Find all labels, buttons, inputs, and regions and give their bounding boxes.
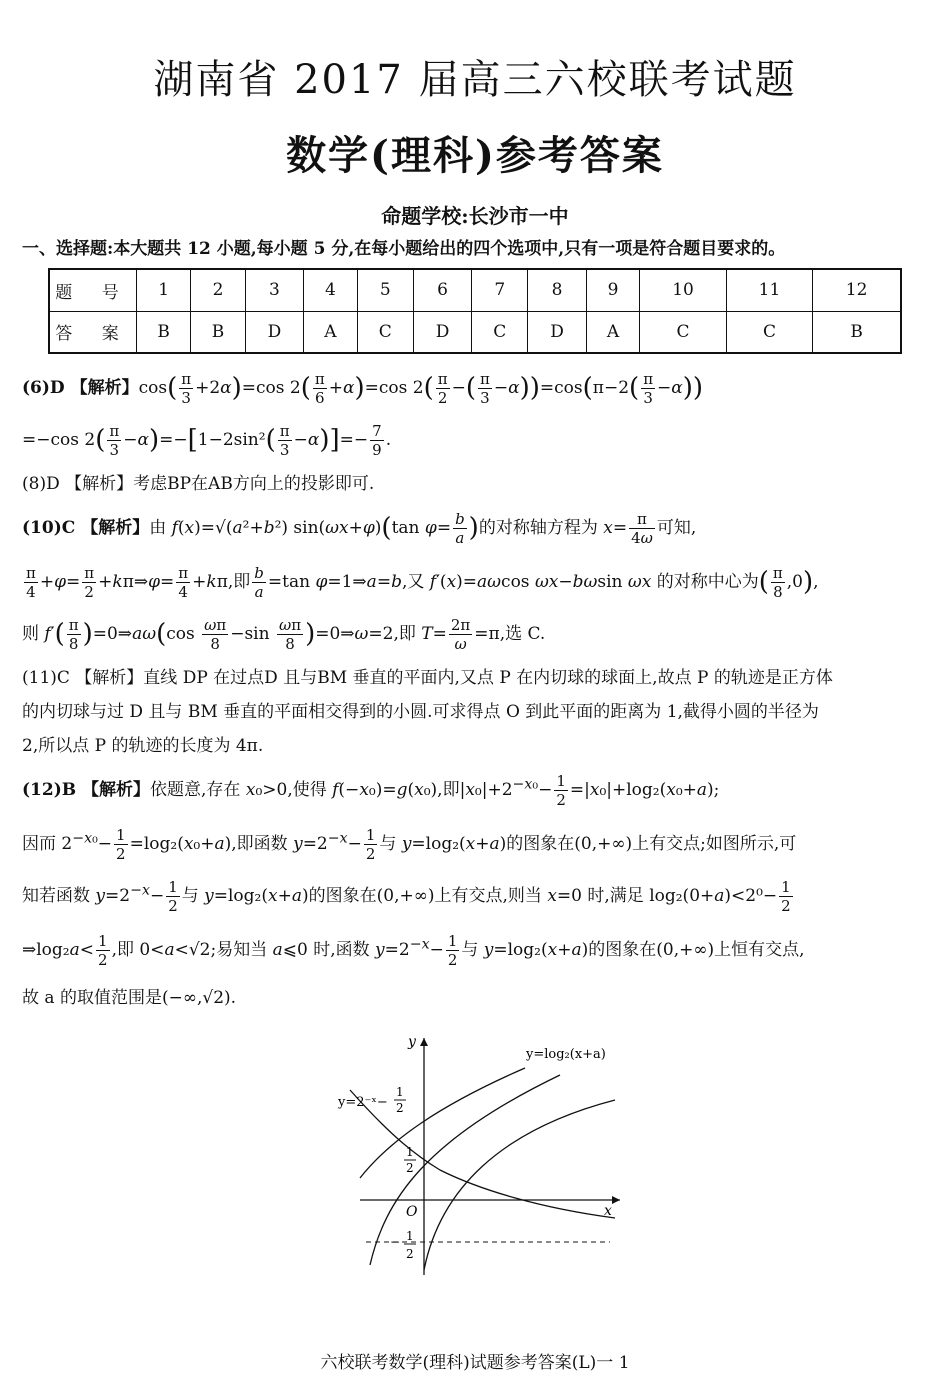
half-tick-den: 2 [406,1161,414,1175]
table-row [49,311,901,353]
solution-6-line2: =−cos 2( $\frac{\pi}{3}$ −α)=−[1−2sin²( $\frac{\pi}{3}$ −α)]=− $\frac{7}{9}$ . [22,422,392,459]
function-graph [330,1030,630,1280]
y-axis-label: y [408,1034,416,1050]
table-cell: B [813,311,901,353]
table-cell: A [586,311,640,353]
solution-11-line1: (11)C 【解析】直线 DP 在过点D 且与BM 垂直的平面内,又点 P 在内切球的球面上,故点 P 的轨迹是正方体 [22,668,833,688]
table-cell: 7 [472,269,528,311]
x-axis-label: x [604,1203,612,1219]
solution-10-line2: $\frac{\pi}{4}$ +φ= $\frac{\pi}{2}$ +kπ⇒φ= $\frac{\pi}{4}$ +kπ,即 $\frac{b}{a}$ =tan φ=1⇒a=b,又 f′(x)=aωcos ωx−bωsin ωx 的对称中心为( $\frac{\pi}{8}$ ,0), [26,564,819,601]
solution-11-line2: 的内切球与过 D 且与 BM 垂直的平面相交得到的小圆.可求得点 O 到此平面的距离为 1,截得小圆的半径为 [22,702,819,722]
table-cell: 5 [357,269,413,311]
log-curve-3 [424,1100,615,1270]
page-footer: 六校联考数学(理科)试题参考答案(L)一 1 [320,1353,630,1373]
table-cell: 6 [413,269,471,311]
table-row [49,269,901,311]
exp-label-den: 2 [396,1101,404,1115]
table-cell: 12 [813,269,901,311]
row-label: 答 案 [49,311,137,353]
solution-12-tag: (12)B 【解析】 [22,780,151,800]
answer-table [48,268,902,354]
table-cell: 9 [586,269,640,311]
table-cell: D [413,311,471,353]
solution-6-line1: (6)D 【解析】cos( $\frac{\pi}{3}$ +2α)=cos 2( $\frac{\pi}{6}$ +α)=cos 2( $\frac{\pi}{2}$ −( $\frac{\pi}{3}$ −α))=cos(π−2( $\frac{\pi}{3}$ −α)) [22,370,704,407]
solution-12-line2: 因而 $2^{-x_0}-$ $\frac{1}{2}$ =log₂(x₀+a),即函数 $y=2^{-x}-$ $\frac{1}{2}$ 与 y=log₂(x+a)的图象在(0,+∞)上有交点;如图所示,可 [22,826,797,863]
half-tick-num: 1 [406,1145,414,1159]
table-cell: A [304,311,358,353]
table-cell: C [726,311,812,353]
page-subtitle: 数学(理科)参考答案 [286,132,664,179]
log-curve-label: y=log₂(x+a) [526,1047,606,1062]
solution-6-tag: (6)D 【解析】 [22,378,139,398]
table-cell: 4 [304,269,358,311]
table-cell: D [528,311,586,353]
table-cell: 3 [245,269,303,311]
solution-12-line5: 故 a 的取值范围是(−∞,√2). [22,988,237,1008]
solution-8: (8)D 【解析】考虑BP在AB方向上的投影即可. [22,474,375,494]
table-cell: B [191,311,245,353]
solution-10-line3: 则 f′( $\frac{\pi}{8}$ )=0⇒aω(cos $\frac{\omega\pi}{8}$ −sin $\frac{\omega\pi}{8}$ )=0⇒ω=2,即 T= $\frac{2\pi}{\omega}$ =π,选 C. [22,616,546,653]
neg-half-den: 2 [406,1247,414,1261]
table-cell: C [640,311,726,353]
solution-12-line1: (12)B 【解析】依题意,存在 x₀>0,使得 f(−x₀)=g(x₀),即$|x_0|+2^{-x_0}-$ $\frac{1}{2}$ =|x₀|+log₂(x₀+a); [22,772,720,809]
row-label: 题 号 [49,269,137,311]
solution-11-line3: 2,所以点 P 的轨迹的长度为 4π. [22,736,264,756]
table-cell: 8 [528,269,586,311]
exp-curve [350,1090,615,1218]
section-heading: 一、选择题:本大题共 12 小题,每小题 5 分,在每小题给出的四个选项中,只有一项是符合题目要求的。 [22,239,786,259]
solution-10-line1: (10)C 【解析】由 f(x)=√(a²+b²) sin(ωx+φ)(tan φ= $\frac{b}{a}$ )的对称轴方程为 x= $\frac{\pi}{4\omega}$ 可知, [22,510,697,547]
exp-label-num: 1 [396,1085,404,1099]
log-curve-1 [360,1068,525,1178]
table-cell: C [472,311,528,353]
table-cell: B [137,311,191,353]
neg-half-num: 1 [406,1229,414,1243]
page-title: 湖南省 2017 届高三六校联考试题 [153,57,797,103]
exp-curve-label: y=2⁻ˣ− [338,1095,388,1110]
table-cell: 10 [640,269,726,311]
solution-10-tag: (10)C 【解析】 [22,518,150,538]
table-cell: D [245,311,303,353]
table-cell: C [357,311,413,353]
table-cell: 2 [191,269,245,311]
solution-12-line4: ⇒log₂a< $\frac{1}{2}$ ,即 0<a<√2;易知当 a⩽0 时,函数 $y=2^{-x}-$ $\frac{1}{2}$ 与 y=log₂(x+a)的图象在(0,+∞)上恒有交点, [22,932,805,969]
origin-label: O [406,1204,418,1220]
table-cell: 11 [726,269,812,311]
neg-half-sign: − [390,1235,401,1249]
school-line: 命题学校:长沙市一中 [381,204,569,228]
solution-12-line3: 知若函数 $y=2^{-x}-$ $\frac{1}{2}$ 与 y=log₂(x+a)的图象在(0,+∞)上有交点,则当 x=0 时,满足 log₂(0+a)<2⁰− $\frac{1}{2}$ [22,878,791,915]
table-cell: 1 [137,269,191,311]
